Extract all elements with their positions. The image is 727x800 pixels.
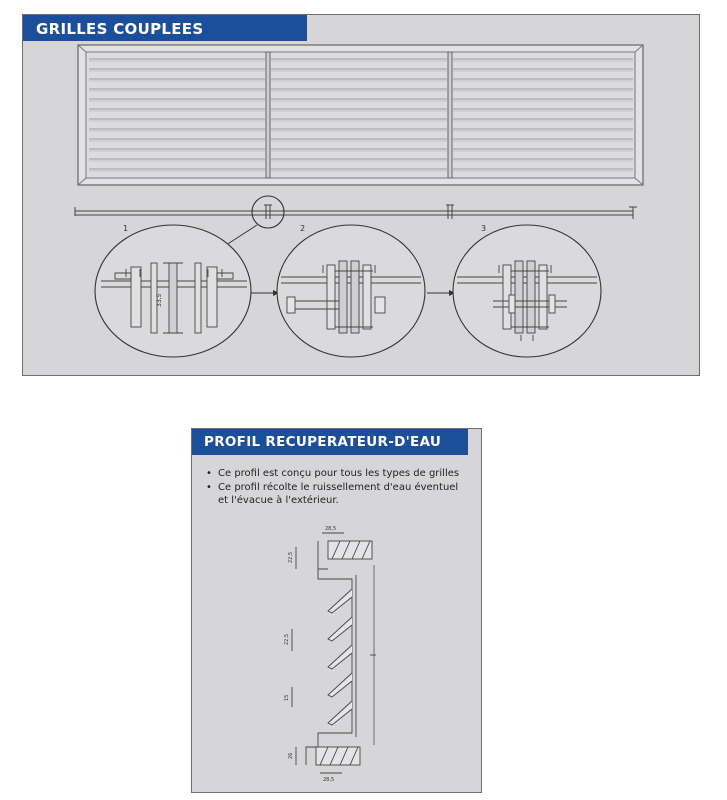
profil-recuperateur-title: PROFIL RECUPERATEUR-D'EAU <box>192 429 468 455</box>
bottom-wall-section <box>306 747 360 765</box>
louver-blade <box>328 701 352 725</box>
louver-blade <box>328 617 352 641</box>
grilles-couplees-title: GRILLES COUPLEES <box>23 15 307 41</box>
feature-item-2: • Ce profil récolte le ruissellement d'eau éventuel <box>204 481 479 495</box>
step-label-2: 2 <box>300 224 306 233</box>
louver-blade <box>328 589 352 613</box>
detail-circle-1 <box>95 225 251 357</box>
feature-item-1: • Ce profil est conçu pour tous les types de grilles <box>204 467 479 481</box>
step-label-1: 1 <box>123 224 129 233</box>
dim-label-middle: 22,5 <box>284 633 290 645</box>
detail-circle-2 <box>277 225 425 357</box>
dim-label-upper: 22,5 <box>288 551 294 563</box>
feature-item-2-continuation: et l'évacue à l'extérieur. <box>218 495 339 506</box>
louver-blade <box>328 645 352 669</box>
grilles-couplees-panel <box>22 14 700 376</box>
dim-label-top: 28,5 <box>325 526 337 532</box>
dim-label-base: 28,5 <box>323 777 335 783</box>
dim-label-lower: 15 <box>284 694 290 701</box>
louver-blade <box>328 673 352 697</box>
step-label-3: 3 <box>481 224 487 233</box>
grilles-couplees-diagram <box>23 15 701 377</box>
top-wall-section <box>318 541 372 569</box>
section-plan-line <box>75 205 637 219</box>
detail-callout-circle <box>252 196 284 228</box>
profil-recuperateur-panel <box>191 428 482 793</box>
louver-blades <box>328 589 352 725</box>
dim-label-bottom: 26 <box>288 752 294 759</box>
profil-section-diagram <box>192 429 483 794</box>
detail-circle-3 <box>453 225 601 357</box>
dimension-label: 33,5 <box>156 293 163 307</box>
coupled-grilles-front-view <box>78 45 643 185</box>
